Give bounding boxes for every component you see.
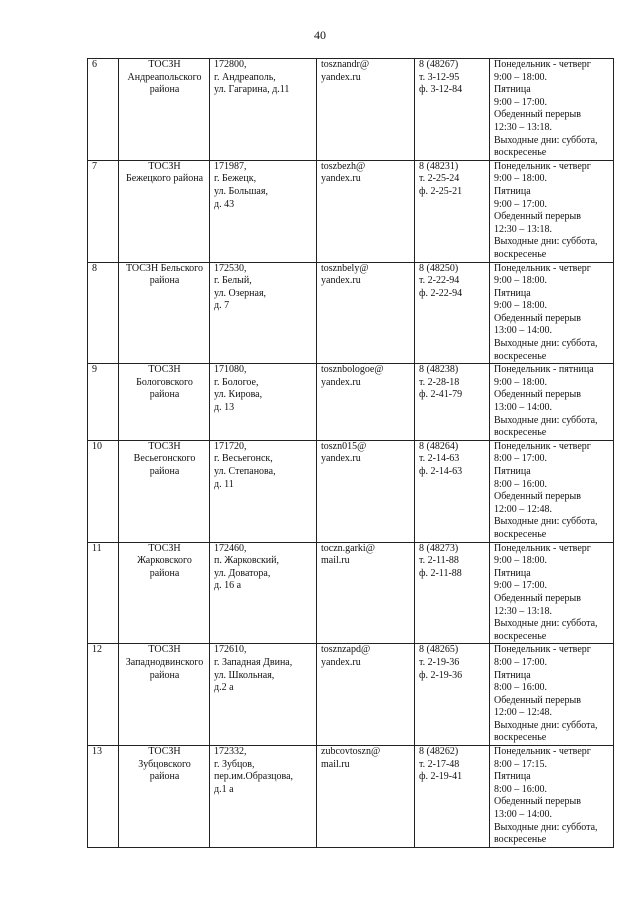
phone-line: т. 2-14-63 (419, 453, 460, 465)
hours-line: Выходные дни: суббота, (494, 719, 598, 731)
address-line: г. Западная Двина, (214, 656, 293, 668)
phone-line: ф. 2-41-79 (419, 389, 463, 401)
email-line: yandex.ru (321, 71, 361, 83)
hours-line: 13:00 – 14:00. (494, 402, 553, 414)
phone-line: т. 2-25-24 (419, 173, 460, 185)
phone-line: т. 2-17-48 (419, 758, 460, 770)
email-line: tosznbely@ (321, 262, 369, 274)
phone-line: 8 (48265) (419, 644, 459, 656)
email-cell (317, 440, 415, 542)
phone-line: 8 (48250) (419, 262, 459, 274)
hours-cell (490, 59, 614, 161)
email-line: mail.ru (321, 758, 350, 770)
hours-line: 8:00 – 17:00. (494, 656, 548, 668)
office-name-line: района (149, 466, 180, 477)
email-cell (317, 59, 415, 161)
phone-line: ф. 2-19-41 (419, 771, 463, 783)
address-line: г. Бологое, (214, 376, 259, 388)
hours-line: 12:30 – 13:18. (494, 121, 553, 133)
hours-cell (490, 440, 614, 542)
row-number-cell: 10 (88, 440, 119, 542)
address-line: г. Весьегонск, (214, 453, 273, 465)
phone-line: 8 (48231) (419, 160, 459, 172)
hours-line: воскресенье (494, 630, 547, 642)
address-cell (210, 440, 317, 542)
email-line: toszbezh@ (321, 160, 366, 172)
hours-line: 13:00 – 14:00. (494, 325, 553, 337)
hours-cell (490, 542, 614, 644)
office-name-line: ТОСЗН (148, 364, 181, 376)
hours-line: 9:00 – 17:00. (494, 580, 548, 592)
email-line: zubcovtoszn@ (321, 746, 381, 758)
phone-line: 8 (48238) (419, 364, 459, 376)
table-row (88, 542, 614, 644)
address-line: 172800, (214, 59, 247, 70)
hours-line: воскресенье (494, 427, 547, 439)
hours-line: Выходные дни: суббота, (494, 134, 598, 146)
address-line: г. Белый, (214, 275, 252, 287)
address-line: 172610, (214, 644, 247, 656)
office-name-line: Весьегонского (133, 453, 196, 465)
hours-line: Обеденный перерыв (494, 109, 581, 121)
address-line: д. 11 (214, 478, 234, 490)
hours-line: 8:00 – 17:15. (494, 758, 548, 770)
address-line: 171987, (214, 160, 247, 172)
address-line: д. 16 а (214, 580, 242, 592)
email-line: yandex.ru (321, 376, 361, 388)
phone-cell (415, 746, 490, 848)
hours-line: Пятница (494, 567, 531, 579)
phone-line: ф. 2-14-63 (419, 466, 463, 477)
address-line: ул. Школьная, (214, 669, 275, 681)
office-name-line: ТОСЗН (148, 542, 181, 554)
office-name-line: ТОСЗН (148, 440, 181, 452)
hours-line: Пятница (494, 84, 531, 96)
email-line: tosznzapd@ (321, 644, 371, 656)
hours-line: Понедельник - четверг (494, 59, 591, 70)
address-cell (210, 262, 317, 364)
hours-cell (490, 160, 614, 262)
email-cell (317, 262, 415, 364)
email-cell (317, 542, 415, 644)
hours-line: 12:00 – 12:48. (494, 707, 553, 719)
phone-line: т. 2-11-88 (419, 555, 459, 567)
row-number-cell: 7 (88, 160, 119, 262)
hours-line: Выходные дни: суббота, (494, 516, 598, 528)
table-row (88, 364, 614, 441)
hours-line: Обеденный перерыв (494, 796, 581, 808)
address-line: 172530, (214, 262, 247, 274)
phone-line: т. 2-22-94 (419, 275, 460, 287)
phone-cell (415, 262, 490, 364)
hours-cell (490, 364, 614, 441)
email-cell (317, 364, 415, 441)
office-name-line: Зубцовского (138, 758, 191, 770)
row-number-cell: 11 (88, 542, 119, 644)
address-line: 171080, (214, 364, 247, 376)
hours-line: Обеденный перерыв (494, 211, 581, 223)
hours-line: Пятница (494, 185, 531, 197)
hours-line: Выходные дни: суббота, (494, 618, 598, 630)
address-line: 171720, (214, 440, 247, 452)
office-name-line: ТОСЗН Бельского (125, 262, 204, 274)
address-line: д.2 а (214, 682, 234, 694)
office-name-line: ТОСЗН (148, 160, 181, 172)
table-row (88, 746, 614, 848)
hours-line: Выходные дни: суббота, (494, 338, 598, 350)
office-name-line: ТОСЗН (148, 746, 181, 758)
hours-line: 9:00 – 18:00. (494, 376, 548, 388)
phone-cell (415, 59, 490, 161)
hours-cell (490, 262, 614, 364)
office-name-cell (119, 59, 210, 161)
address-line: д. 7 (214, 300, 230, 312)
office-name-cell (119, 644, 210, 746)
address-cell (210, 644, 317, 746)
phone-line: т. 2-28-18 (419, 376, 460, 388)
offices-table (87, 58, 614, 848)
email-cell (317, 160, 415, 262)
address-line: д.1 а (214, 783, 234, 795)
hours-line: 8:00 – 16:00. (494, 783, 548, 795)
phone-cell (415, 644, 490, 746)
office-name-line: района (149, 669, 180, 681)
table-row (88, 262, 614, 364)
hours-line: Обеденный перерыв (494, 389, 581, 401)
hours-cell (490, 644, 614, 746)
hours-line: 9:00 – 18:00. (494, 173, 548, 185)
address-line: ул. Доватора, (214, 567, 271, 579)
address-line: д. 13 (214, 402, 235, 414)
phone-line: ф. 3-12-84 (419, 84, 463, 96)
office-name-line: Жарковского (137, 555, 192, 567)
hours-line: воскресенье (494, 528, 547, 540)
table-row (88, 644, 614, 746)
email-line: yandex.ru (321, 275, 361, 287)
page-number: 40 (314, 28, 326, 42)
phone-line: ф. 2-19-36 (419, 669, 463, 681)
office-name-cell (119, 364, 210, 441)
email-line: toszn015@ (321, 440, 367, 452)
phone-line: 8 (48273) (419, 542, 459, 554)
hours-line: 8:00 – 17:00. (494, 453, 548, 465)
office-name-line: района (149, 84, 180, 96)
phone-cell (415, 160, 490, 262)
hours-line: Выходные дни: суббота, (494, 821, 598, 833)
office-name-line: района (149, 389, 180, 401)
row-number-cell: 9 (88, 364, 119, 441)
hours-line: воскресенье (494, 147, 547, 159)
phone-line: ф. 2-11-88 (419, 567, 462, 579)
address-line: г. Андреаполь, (214, 71, 276, 83)
hours-line: Понедельник - четверг (494, 644, 591, 656)
address-line: ул. Гагарина, д.11 (214, 84, 290, 96)
hours-line: Обеденный перерыв (494, 592, 581, 604)
table-row (88, 440, 614, 542)
hours-line: Обеденный перерыв (494, 312, 581, 324)
hours-line: Пятница (494, 287, 531, 299)
office-name-cell (119, 746, 210, 848)
phone-line: 8 (48262) (419, 746, 459, 758)
phone-cell (415, 364, 490, 441)
address-line: д. 43 (214, 198, 235, 210)
email-line: tosznbologoe@ (321, 364, 384, 376)
office-name-line: ТОСЗН (148, 644, 181, 656)
phone-line: т. 3-12-95 (419, 71, 460, 83)
office-name-line: Бежецкого района (125, 173, 204, 185)
email-line: mail.ru (321, 555, 350, 567)
address-cell (210, 542, 317, 644)
office-name-line: Бологовского (136, 376, 193, 388)
hours-line: 8:00 – 16:00. (494, 682, 548, 694)
hours-line: воскресенье (494, 834, 547, 846)
hours-line: 9:00 – 18:00. (494, 300, 548, 312)
address-line: п. Жарковский, (214, 555, 280, 567)
hours-line: 12:30 – 13:18. (494, 223, 553, 235)
address-cell (210, 746, 317, 848)
office-name-cell (119, 542, 210, 644)
hours-line: Понедельник - четверг (494, 262, 591, 274)
address-line: г. Бежецк, (214, 173, 257, 185)
row-number-cell: 13 (88, 746, 119, 848)
email-cell (317, 644, 415, 746)
office-name-line: Западнодвинского (125, 656, 204, 668)
hours-line: 9:00 – 18:00. (494, 555, 548, 567)
table-body (88, 59, 614, 848)
row-number-cell: 12 (88, 644, 119, 746)
office-name-line: Андреапольского (127, 71, 202, 83)
address-cell (210, 364, 317, 441)
phone-line: ф. 2-25-21 (419, 185, 463, 197)
email-cell (317, 746, 415, 848)
hours-line: 9:00 – 18:00. (494, 275, 548, 287)
row-number-cell: 6 (88, 59, 119, 161)
address-line: 172460, (214, 542, 247, 554)
office-name-cell (119, 262, 210, 364)
hours-line: 12:30 – 13:18. (494, 605, 553, 617)
hours-line: 9:00 – 17:00. (494, 198, 548, 210)
email-line: yandex.ru (321, 656, 361, 668)
hours-cell (490, 746, 614, 848)
hours-line: воскресенье (494, 350, 547, 362)
phone-line: 8 (48267) (419, 59, 459, 70)
address-line: 172332, (214, 746, 247, 758)
hours-line: 8:00 – 16:00. (494, 478, 548, 490)
table-row (88, 160, 614, 262)
address-cell (210, 59, 317, 161)
hours-line: Пятница (494, 466, 531, 477)
address-cell (210, 160, 317, 262)
hours-line: 9:00 – 17:00. (494, 96, 548, 108)
hours-line: 13:00 – 14:00. (494, 809, 553, 821)
hours-line: Обеденный перерыв (494, 491, 581, 503)
row-number-cell: 8 (88, 262, 119, 364)
office-name-line: района (149, 567, 180, 579)
phone-line: т. 2-19-36 (419, 656, 460, 668)
hours-line: воскресенье (494, 732, 547, 744)
address-line: г. Зубцов, (214, 758, 255, 770)
address-line: ул. Озерная, (214, 287, 267, 299)
hours-line: Понедельник - четверг (494, 440, 591, 452)
phone-line: 8 (48264) (419, 440, 459, 452)
email-line: yandex.ru (321, 453, 361, 465)
office-name-cell (119, 440, 210, 542)
office-name-line: ТОСЗН (148, 59, 181, 70)
office-name-cell (119, 160, 210, 262)
hours-line: Понедельник - четверг (494, 542, 591, 554)
hours-line: 12:00 – 12:48. (494, 503, 553, 515)
office-name-line: района (149, 771, 180, 783)
email-line: tosznandr@ (321, 59, 370, 70)
phone-cell (415, 440, 490, 542)
phone-line: ф. 2-22-94 (419, 287, 463, 299)
table-row (88, 59, 614, 161)
address-line: ул. Кирова, (214, 389, 263, 401)
hours-line: Обеденный перерыв (494, 694, 581, 706)
hours-line: Выходные дни: суббота, (494, 414, 598, 426)
hours-line: Пятница (494, 669, 531, 681)
office-name-line: района (149, 275, 180, 287)
hours-line: Понедельник - пятница (494, 364, 594, 376)
hours-line: Выходные дни: суббота, (494, 236, 598, 248)
hours-line: воскресенье (494, 248, 547, 260)
address-line: ул. Степанова, (214, 466, 276, 477)
hours-line: Понедельник - четверг (494, 746, 591, 758)
address-line: ул. Большая, (214, 185, 268, 197)
phone-cell (415, 542, 490, 644)
hours-line: 9:00 – 18:00. (494, 71, 548, 83)
hours-line: Понедельник - четверг (494, 160, 591, 172)
email-line: yandex.ru (321, 173, 361, 185)
email-line: toczn.garki@ (321, 542, 375, 554)
hours-line: Пятница (494, 771, 531, 783)
address-line: пер.им.Образцова, (214, 771, 294, 783)
